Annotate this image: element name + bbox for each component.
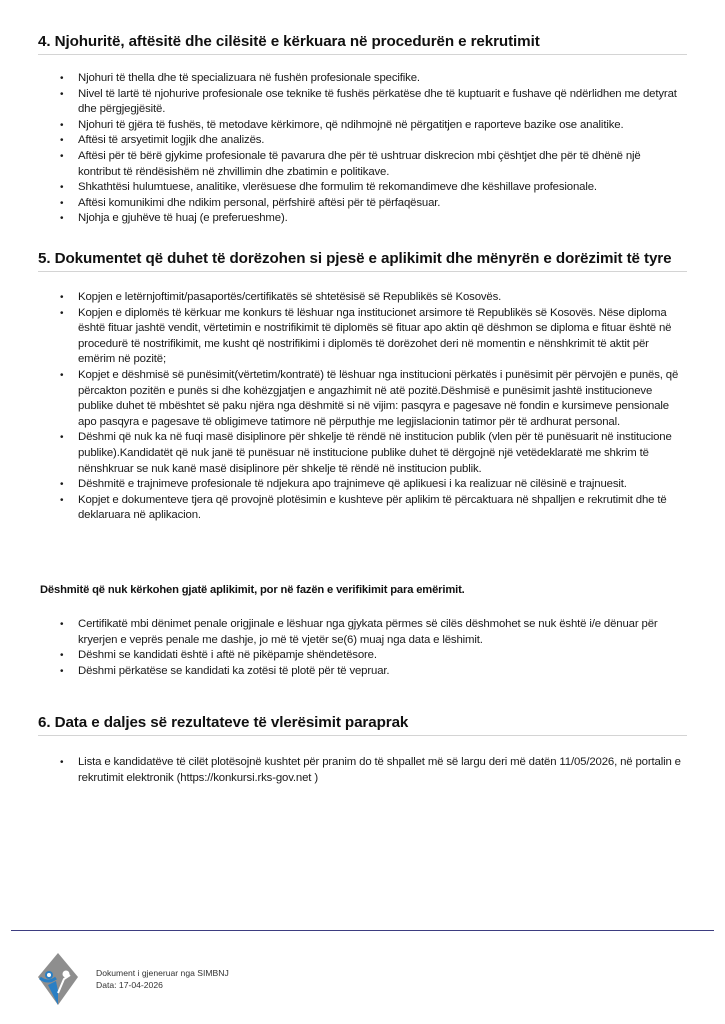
list-item: • Kopjen e diplomës të kërkuar me konkurs të lëshuar nga institucionet arsimore të Republikës së Kosovës. Nëse diploma është fituar jashtë vendit, vërtetimin e nostrifikimit të diplomës së fituar apo aktin që dëshmon se diploma e fituar është në procedurë të nostrifikimit, me kusht që nostrifikimi i diplomës të dorëzohet deri në momentin e nënshkrimit të aktit për emërim në pozitë; — [60, 306, 685, 368]
section-5-title: 5. Dokumentet që duhet të dorëzohen si pjesë e aplikimit dhe mënyrën e dorëzimit të tyre — [38, 250, 687, 272]
list-item: • Aftësi të arsyetimit logjik dhe analizës. — [60, 133, 685, 149]
section-6-list — [60, 755, 685, 786]
section-4-list — [60, 71, 685, 227]
list-item: • Njohuri të gjëra të fushës, të metodave kërkimore, që ndihmojnë në përgatitjen e raporteve bazike ose analitike. — [60, 118, 685, 134]
section-4-title: 4. Njohuritë, aftësitë dhe cilësitë e kërkuara në procedurën e rekrutimit — [38, 33, 687, 55]
list-item: • Lista e kandidatëve të cilët plotësojnë kushtet për pranim do të shpallet më së largu deri më datën 11/05/2026, në portalin e rekrutimit elektronik (https://konkursi.rks-gov.net ) — [60, 755, 685, 786]
verification-subheading: Dëshmitë që nuk kërkohen gjatë aplikimit, por në fazën e verifikimit para emërimit. — [40, 584, 465, 596]
list-item: • Njohuri të thella dhe të specializuara në fushën profesionale specifike. — [60, 71, 685, 87]
list-item: • Kopjet e dëshmisë së punësimit(vërtetim/kontratë) të lëshuar nga institucioni përkatës i punësimit për përvojën e punës, që përcakton pozitën e punës si dhe kohëzgjatjen e angazhimit në atë pozitë.Dëshmisë e punësimit jashtë institucioneve publike duhet të mbështet së paku njëra nga dëshmitë si në vijim: pasqyra e pagesave në fondin e kursimeve pensionale apo pasqyra e pagesave të obligimeve tatimore në përputhje me legjislacionin tatimor për të ardhurat personal. — [60, 368, 685, 430]
footer-generated-by: Dokument i gjeneruar nga SIMBNJ — [96, 968, 229, 978]
list-item: • Dëshmi se kandidati është i aftë në pikëpamje shëndetësore. — [60, 648, 685, 664]
list-item: • Shkathtësi hulumtuese, analitike, vlerësuese dhe formulim të rekomandimeve dhe këshillave profesionale. — [60, 180, 685, 196]
list-item: • Dëshmi që nuk ka në fuqi masë disiplinore për shkelje të rëndë në institucion publik (vlen për të punësuarit në institucione publike).Kandidatët që nuk janë të punësuar në institucione publike duhet të dërgojnë një vetëdeklaratë me shkrim të nënshkruar se nuk kanë masë disiplinore për shkelje të rëndë në institucion publik. — [60, 430, 685, 477]
simbnj-logo-icon — [36, 951, 80, 1007]
footer-date: Data: 17-04-2026 — [96, 980, 163, 990]
list-item: • Dëshmi përkatëse se kandidati ka zotësi të plotë për të vepruar. — [60, 664, 685, 680]
list-item: • Njohja e gjuhëve të huaj (e preferueshme). — [60, 211, 685, 227]
list-item: • Kopjen e letërnjoftimit/pasaportës/certifikatës së shtetësisë së Republikës së Kosovës. — [60, 290, 685, 306]
list-item: • Certifikatë mbi dënimet penale origjinale e lëshuar nga gjykata përmes së cilës dëshmohet se nuk është i/e dënuar për kryerjen e veprës penale me dashje, jo më të vjetër se(6) muaj nga data e lëshimit. — [60, 617, 685, 648]
section-6-title: 6. Data e daljes së rezultateve të vlerësimit paraprak — [38, 714, 687, 736]
list-item: • Nivel të lartë të njohurive profesionale ose teknike të fushës përkatëse dhe të kuptuarit e fushave që ndërlidhen me detyrat dhe përgjegjësitë. — [60, 87, 685, 118]
verification-list — [60, 617, 685, 679]
list-item: • Dëshmitë e trajnimeve profesionale të ndjekura apo trajnimeve që aplikuesi i ka realizuar në cilësinë e trajnuesit. — [60, 477, 685, 493]
list-item: • Aftësi për të bërë gjykime profesionale të pavarura dhe për të ushtruar diskrecion mbi çështjet dhe për të dhënë një kontribut të rëndësishëm në zhvillimin dhe zbatimin e politikave. — [60, 149, 685, 180]
footer-info — [96, 967, 229, 991]
section-5-list — [60, 290, 685, 524]
list-item: • Kopjet e dokumenteve tjera që provojnë plotësimin e kushteve për aplikim të përcaktuara në shpalljen e rekrutimit dhe të deklaruara në aplikacion. — [60, 493, 685, 524]
footer-divider — [11, 930, 714, 931]
list-item: • Aftësi komunikimi dhe ndikim personal, përfshirë aftësi për të përfaqësuar. — [60, 196, 685, 212]
